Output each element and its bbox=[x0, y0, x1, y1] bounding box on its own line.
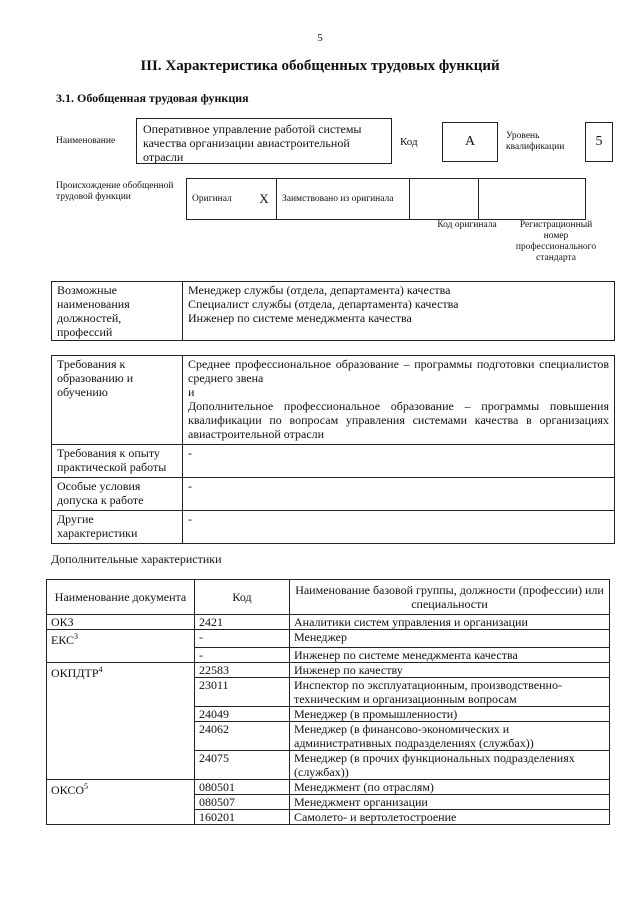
name-cell: Менеджер (в промышленности) bbox=[290, 706, 610, 721]
col-name-header: Наименование базовой группы, должности (профессии) или специальности bbox=[290, 580, 610, 615]
table-row bbox=[47, 662, 610, 677]
doc-cell: ОКСО$^5$ bbox=[47, 779, 195, 824]
requirement-row bbox=[52, 356, 615, 445]
code-cell: - bbox=[195, 630, 290, 648]
positions-table bbox=[51, 281, 615, 341]
name-cell: Менеджер (в финансово-экономических и административных подразделениях (службах)) bbox=[290, 721, 610, 750]
table-row bbox=[47, 630, 610, 648]
name-cell: Менеджер bbox=[290, 630, 610, 648]
doc-cell: ОКПДТР$^4$ bbox=[47, 662, 195, 779]
requirement-line: Дополнительное профессиональное образование – программы повышения квалификации по вопросам управления системами качества в организациях авиастроительной отрасли bbox=[188, 399, 609, 441]
requirement-row bbox=[52, 478, 615, 511]
requirement-row bbox=[52, 445, 615, 478]
table-row bbox=[47, 647, 610, 662]
code-cell: 24062 bbox=[195, 721, 290, 750]
borrowed-label: Заимствовано из оригинала bbox=[277, 179, 410, 220]
code-cell: 2421 bbox=[195, 615, 290, 630]
name-cell: Аналитики систем управления и организации bbox=[290, 615, 610, 630]
requirement-value bbox=[183, 356, 615, 445]
table-header-row bbox=[47, 580, 610, 615]
col-doc-header: Наименование документа bbox=[47, 580, 195, 615]
code-cell: 080507 bbox=[195, 794, 290, 809]
requirement-label: Требования к опыту практической работы bbox=[52, 445, 183, 478]
origin-table bbox=[186, 178, 586, 220]
name-cell: Инспектор по эксплуатационным, производственно-техническим и организационным вопросам bbox=[290, 677, 610, 706]
name-cell: Менеджер (в прочих функциональных подразделениях (службах)) bbox=[290, 750, 610, 779]
table-row bbox=[47, 615, 610, 630]
col-code-header: Код bbox=[195, 580, 290, 615]
name-cell: Самолето- и вертолетостроение bbox=[290, 809, 610, 824]
page-number: 5 bbox=[317, 32, 323, 44]
original-mark: Х bbox=[252, 179, 277, 220]
subsection-title: 3.1. Обобщенная трудовая функция bbox=[56, 91, 249, 105]
position-item: Инженер по системе менеджмента качества bbox=[188, 311, 412, 325]
requirement-value: - bbox=[183, 478, 615, 511]
requirement-line: Среднее профессиональное образование – программы подготовки специалистов среднего звена bbox=[188, 357, 609, 385]
code-cell: 23011 bbox=[195, 677, 290, 706]
code-cell: 080501 bbox=[195, 779, 290, 794]
name-value: Оперативное управление работой системы качества организации авиастроительной отрасли bbox=[136, 118, 392, 164]
name-cell: Инженер по качеству bbox=[290, 662, 610, 677]
origin-label: Происхождение обобщенной трудовой функции bbox=[56, 181, 174, 202]
code-cell: - bbox=[195, 647, 290, 662]
requirement-label: Другие характеристики bbox=[52, 511, 183, 544]
original-label: Оригинал bbox=[187, 179, 253, 220]
table-row bbox=[47, 779, 610, 794]
requirement-row bbox=[52, 511, 615, 544]
doc-cell-empty bbox=[47, 647, 195, 662]
name-label: Наименование bbox=[56, 136, 116, 146]
requirements-table bbox=[51, 355, 615, 544]
position-item: Менеджер службы (отдела, департамента) качества bbox=[188, 283, 451, 297]
positions-list bbox=[183, 282, 615, 341]
requirement-line: и bbox=[188, 385, 195, 399]
level-value: 5 bbox=[585, 122, 613, 162]
section-title: III. Характеристика обобщенных трудовых функций bbox=[140, 58, 500, 74]
doc-cell: ЕКС$^3$ bbox=[47, 630, 195, 648]
code-original-caption: Код оригинала bbox=[437, 220, 497, 230]
name-cell: Менеджмент (по отраслям) bbox=[290, 779, 610, 794]
requirement-value: - bbox=[183, 511, 615, 544]
code-original-cell bbox=[410, 179, 479, 220]
name-cell: Инженер по системе менеджмента качества bbox=[290, 647, 610, 662]
code-label: Код bbox=[400, 136, 418, 148]
positions-label: Возможные наименования должностей, профессий bbox=[52, 282, 183, 341]
additional-title: Дополнительные характеристики bbox=[51, 552, 222, 566]
code-cell: 24075 bbox=[195, 750, 290, 779]
requirement-label: Требования к образованию и обучению bbox=[52, 356, 183, 445]
name-cell: Менеджмент организации bbox=[290, 794, 610, 809]
requirement-value: - bbox=[183, 445, 615, 478]
reg-number-caption: Регистрационный номер профессионального стандарта bbox=[515, 220, 597, 263]
code-cell: 24049 bbox=[195, 706, 290, 721]
level-label: Уровень квалификации bbox=[506, 131, 565, 152]
doc-cell: ОКЗ bbox=[47, 615, 195, 630]
position-item: Специалист службы (отдела, департамента) качества bbox=[188, 297, 459, 311]
additional-table bbox=[46, 579, 610, 825]
reg-number-cell bbox=[479, 179, 586, 220]
code-value: А bbox=[442, 122, 498, 162]
requirement-label: Особые условия допуска к работе bbox=[52, 478, 183, 511]
code-cell: 160201 bbox=[195, 809, 290, 824]
code-cell: 22583 bbox=[195, 662, 290, 677]
